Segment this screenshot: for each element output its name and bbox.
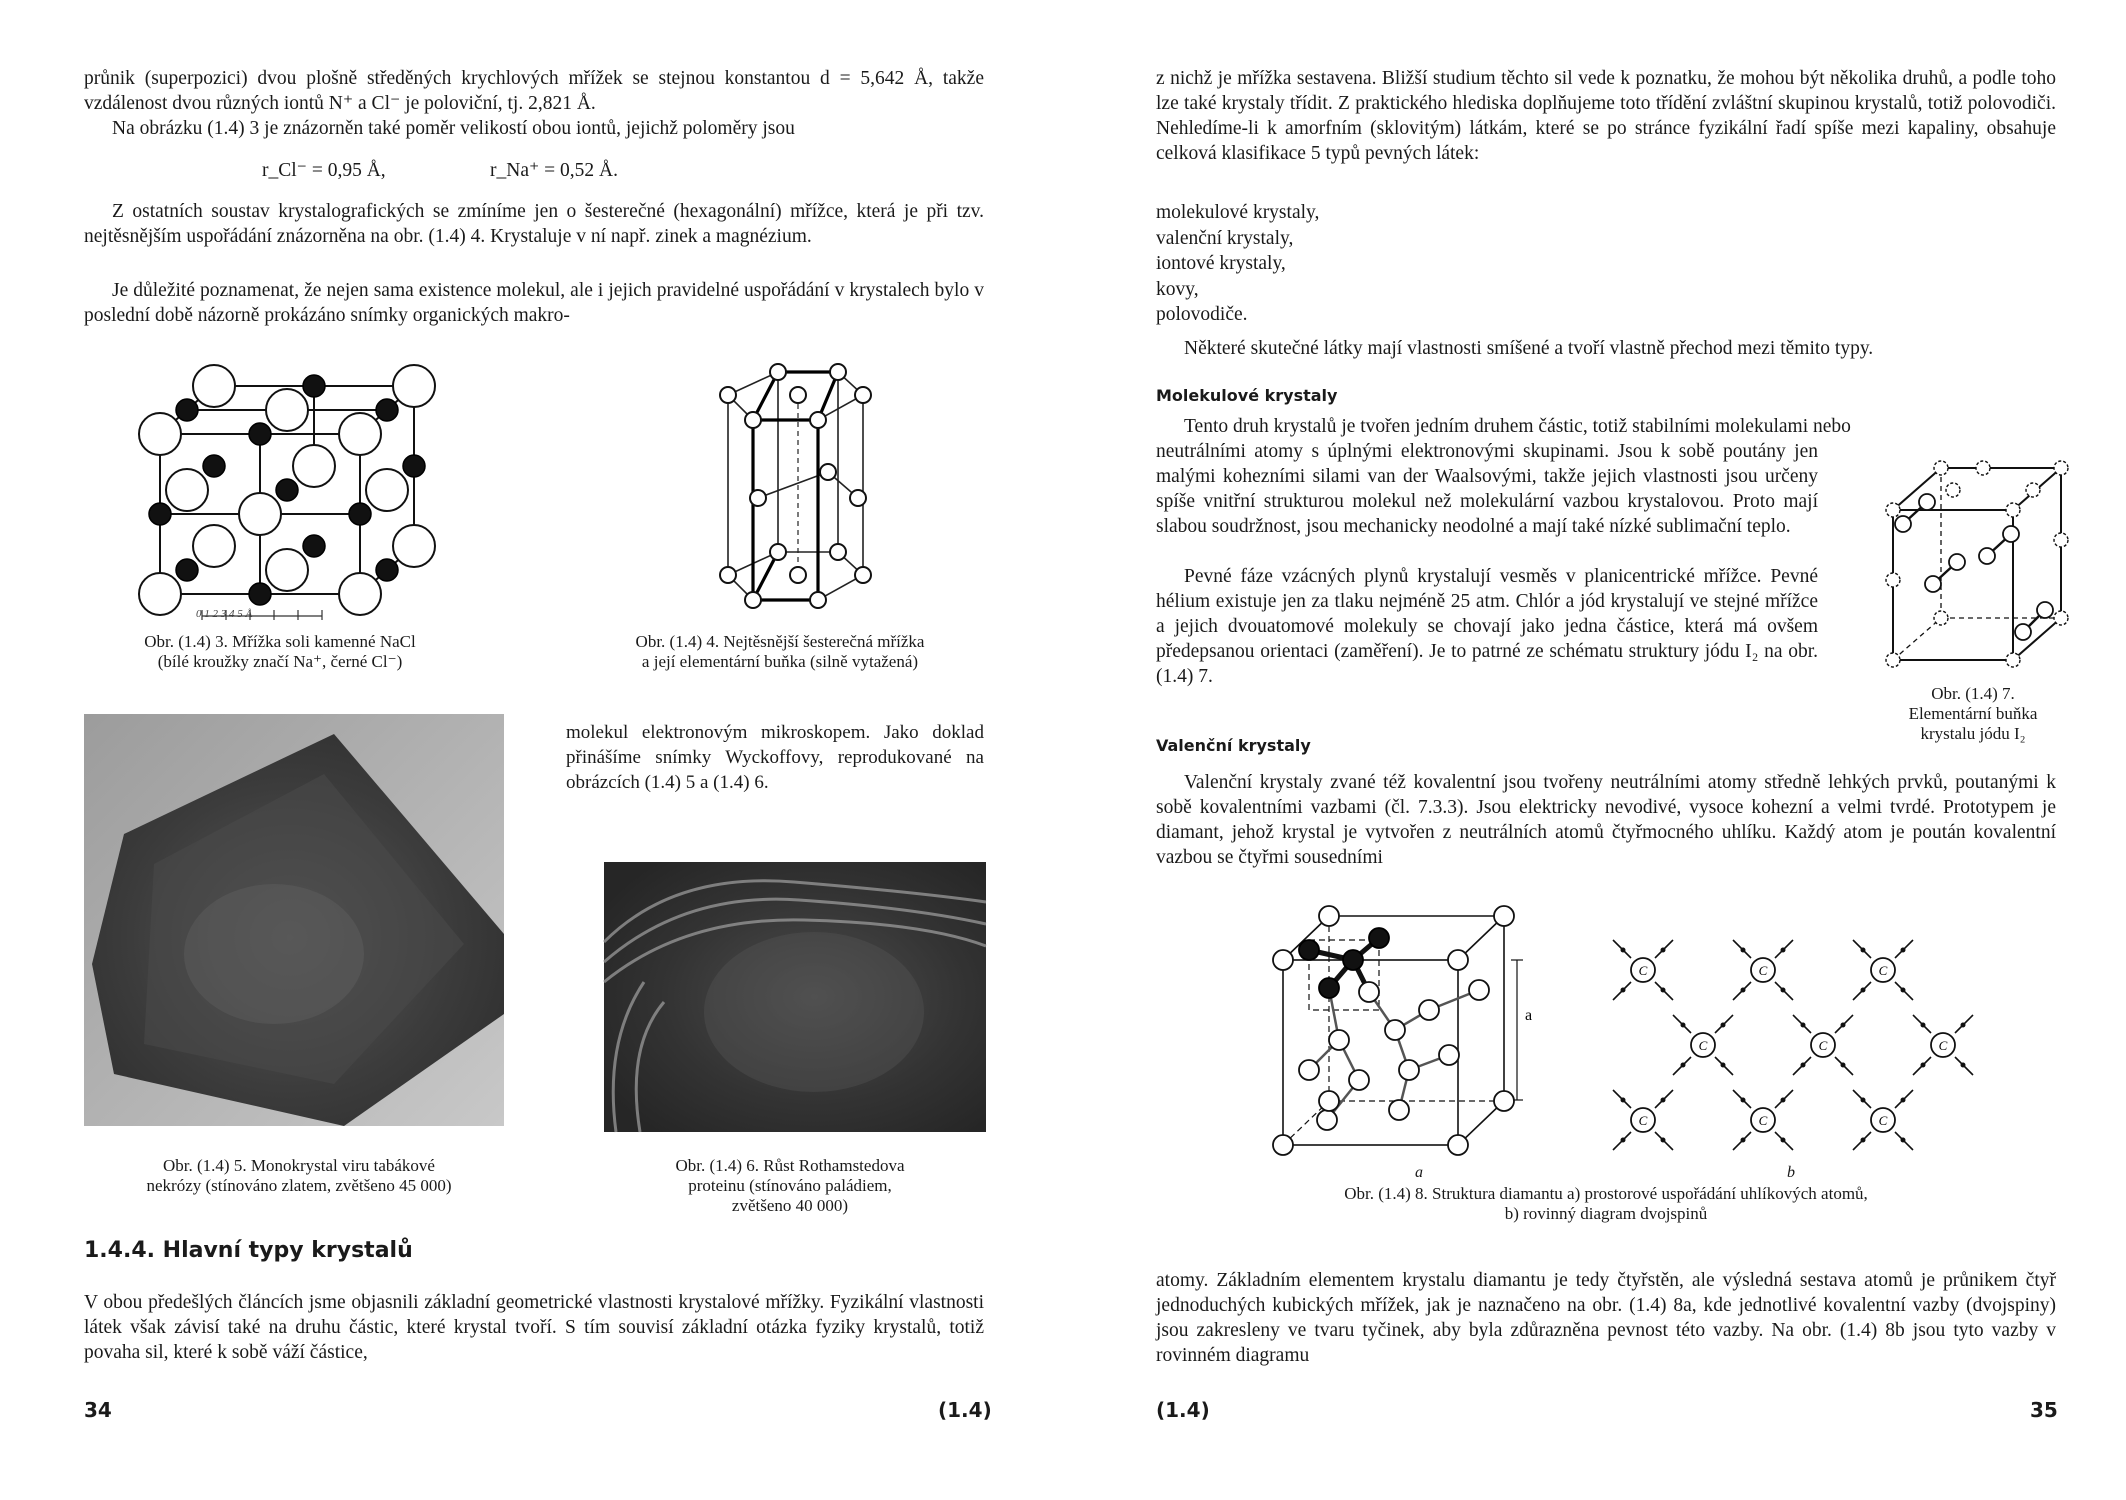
carbon-atom-label: C (1878, 963, 1888, 978)
spin-dot (1861, 1098, 1866, 1103)
sodium-ion (293, 445, 335, 487)
lattice-atom (745, 592, 761, 608)
lattice-atom (810, 592, 826, 608)
spin-dot (1661, 1138, 1666, 1143)
carbon-atom (1389, 1100, 1409, 1120)
page-number-35: 35 (2030, 1398, 2058, 1422)
carbon-atom (1299, 1060, 1319, 1080)
radius-cl: r_Cl⁻ = 0,95 Å, (262, 160, 386, 181)
spin-dot (1861, 948, 1866, 953)
fig7-caption-line3: krystalu jódu I₂ (1920, 724, 2026, 743)
section-heading: 1.4.4. Hlavní typy krystalů (84, 1238, 413, 1263)
iodine-atom (2026, 483, 2040, 497)
paragraph-molecular-line1: Tento druh krystalů je tvořen jedním druhem částic, totiž stabilními molekulami nebo (1184, 416, 1851, 437)
chloride-ion (249, 423, 271, 445)
lattice-atom (770, 364, 786, 380)
carbon-atom-label: C (1818, 1038, 1828, 1053)
lattice-atom (850, 490, 866, 506)
carbon-atom (1319, 978, 1339, 998)
lattice-atom (745, 412, 761, 428)
carbon-atom (1319, 906, 1339, 926)
spin-dot (1681, 1023, 1686, 1028)
carbon-atom-label: C (1638, 963, 1648, 978)
iodine-atom (1925, 576, 1941, 592)
lattice-atom (830, 364, 846, 380)
protein-growth-photo (604, 862, 986, 1132)
iodine-atom (1919, 494, 1935, 510)
iodine-atom (1934, 611, 1948, 625)
carbon-atom (1385, 1020, 1405, 1040)
spin-dot (1841, 1063, 1846, 1068)
chloride-ion (349, 503, 371, 525)
chloride-ion (176, 559, 198, 581)
carbon-atom (1319, 1091, 1339, 1111)
chloride-ion (303, 535, 325, 557)
fig4-caption-line1: Obr. (1.4) 4. Nejtěsnější šesterečná mřížka (635, 632, 925, 651)
fig7-caption-line2: Elementární buňka (1908, 704, 2038, 723)
spin-dot (1781, 988, 1786, 993)
carbon-atom (1448, 1135, 1468, 1155)
list-item: polovodiče. (1156, 304, 1248, 325)
carbon-atom-label: C (1938, 1038, 1948, 1053)
fig8-label-b: b (1787, 1164, 1795, 1181)
lattice-atom (750, 490, 766, 506)
chloride-ion (403, 455, 425, 477)
spin-dot (1681, 1063, 1686, 1068)
spin-dot (1901, 948, 1906, 953)
paragraph-intro: průnik (superpozici) dvou plošně středěných krychlových mřížek se stejnou konstantou d = 5,642 Å, takže vzdálenost dvou různých iontů N⁺ a Cl⁻ je poloviční, tj. 2,821 Å. (84, 68, 984, 114)
sodium-ion (339, 573, 381, 615)
chloride-ion (303, 375, 325, 397)
virus-crystal-photo (84, 714, 504, 1126)
carbon-atom (1349, 1070, 1369, 1090)
fig3-caption-line1: Obr. (1.4) 3. Mřížka soli kamenné NaCl (144, 632, 416, 651)
iodine-atom (1886, 503, 1900, 517)
lattice-atom (770, 544, 786, 560)
spin-dot (1741, 1138, 1746, 1143)
fig6-caption-line1: Obr. (1.4) 6. Růst Rothamstedova (675, 1156, 905, 1175)
spin-dot (1621, 1138, 1626, 1143)
spin-dot (1801, 1063, 1806, 1068)
spin-dot (1621, 988, 1626, 993)
carbon-atom (1317, 1110, 1337, 1130)
page-number-34: 34 (84, 1398, 112, 1422)
lattice-atom (855, 387, 871, 403)
spin-dot (1901, 988, 1906, 993)
fig4-caption-line2: a její elementární buňka (silně vytažená) (641, 652, 919, 671)
iodine-atom (2006, 653, 2020, 667)
sodium-ion (266, 549, 308, 591)
carbon-atom-label: C (1758, 1113, 1768, 1128)
carbon-atom (1343, 950, 1363, 970)
spin-dot (1781, 948, 1786, 953)
carbon-atom (1273, 1135, 1293, 1155)
dual-spin-diagram-figure (1618, 940, 1988, 1150)
iodine-atom (2054, 533, 2068, 547)
radius-na: r_Na⁺ = 0,52 Å. (490, 160, 618, 181)
running-head-left: (1.4) (938, 1398, 992, 1422)
spin-dot (1861, 1138, 1866, 1143)
carbon-atom (1399, 1060, 1419, 1080)
spin-dot (1621, 1098, 1626, 1103)
iodine-atom (1895, 516, 1911, 532)
paragraph-hexagonal: Z ostatních soustav krystalografických se zmíníme jen o šesterečné (hexagonální) mřížce, která je při tzv. nejtěsnějším uspořádání znázorněna na obr. (1.4) 4. Krystaluje v ní např. zinek a magnézium. (84, 201, 984, 247)
carbon-atom (1359, 982, 1379, 1002)
subheading-valence: Valenční krystaly (1156, 736, 1311, 755)
carbon-atom (1494, 1091, 1514, 1111)
sodium-ion (166, 469, 208, 511)
iodine-atom (1886, 653, 1900, 667)
lattice-atom (720, 567, 736, 583)
page-35 (1063, 0, 2126, 1500)
iodine-atom (2003, 526, 2019, 542)
sodium-ion (239, 493, 281, 535)
carbon-atom (1439, 1045, 1459, 1065)
paragraph-molecules: Je důležité poznamenat, že nejen sama existence molekul, ale i jejich pravidelné uspořádání v krystalech bylo v poslední době názorně prokázáno snímky organických makro- (84, 280, 984, 326)
carbon-atom (1494, 906, 1514, 926)
spin-dot (1741, 948, 1746, 953)
list-item: iontové krystaly, (1156, 253, 1286, 274)
carbon-atom (1329, 1030, 1349, 1050)
fig6-caption-line2: proteinu (stínováno paládiem, (688, 1176, 892, 1195)
subheading-molecular: Molekulové krystaly (1156, 386, 1338, 405)
sodium-ion (393, 365, 435, 407)
lattice-atom (720, 387, 736, 403)
spin-dot (1661, 1098, 1666, 1103)
spin-dot (1921, 1063, 1926, 1068)
iodine-atom (1976, 461, 1990, 475)
fig8-caption-line1: Obr. (1.4) 8. Struktura diamantu a) prostorové uspořádání uhlíkových atomů, (1344, 1184, 1868, 1203)
spin-dot (1721, 1063, 1726, 1068)
fig8-label-a: a (1415, 1164, 1423, 1181)
running-head-right: (1.4) (1156, 1398, 1210, 1422)
fig3-caption-line2: (bílé kroužky značí Na⁺, černé Cl⁻) (157, 652, 403, 671)
list-item: molekulové krystaly, (1156, 202, 1320, 223)
spin-dot (1621, 948, 1626, 953)
iodine-atom (2054, 461, 2068, 475)
chloride-ion (203, 455, 225, 477)
paragraph-mixed-types: Některé skutečné látky mají vlastnosti smíšené a tvoří vlastně přechod mezi těmito typy. (1184, 338, 1874, 359)
iodine-atom (2015, 624, 2031, 640)
fig8-caption-line2: b) rovinný diagram dvojspinů (1504, 1204, 1708, 1223)
carbon-atom (1419, 1000, 1439, 1020)
iodine-atom (1949, 554, 1965, 570)
carbon-atom-label: C (1758, 963, 1768, 978)
spin-dot (1961, 1063, 1966, 1068)
spin-dot (1901, 1138, 1906, 1143)
spin-dot (1961, 1023, 1966, 1028)
fig7-caption-line1: Obr. (1.4) 7. (1931, 684, 2015, 703)
paragraph-noble-gases: Pevné fáze vzácných plynů krystalují vesměs v planicentrické mřížce. Pevné hélium existuje jen za tlaku nejméně 25 atm. Chlór a jód krystalují ve stejné mřížce a jejich dvouatomové molekuly se chovají jako jedna částice, která má ovšem předepsanou orientaci (zaměření). Je to patrné ze schématu struktury jódu I₂ na obr. (1.4) 7. (1156, 566, 1818, 687)
sodium-ion (193, 365, 235, 407)
iodine-atom (2037, 602, 2053, 618)
spin-dot (1921, 1023, 1926, 1028)
chloride-ion (276, 479, 298, 501)
list-item: kovy, (1156, 278, 1199, 300)
lattice-atom (790, 387, 806, 403)
chloride-ion (176, 399, 198, 421)
chloride-ion (376, 399, 398, 421)
paragraph-radii-intro: Na obrázku (1.4) 3 je znázorněn také poměr velikostí obou iontů, jejichž poloměry jsou (112, 118, 795, 139)
carbon-atom (1369, 928, 1389, 948)
diamond-structure-figure (1249, 880, 1549, 1170)
iodine-atom (2054, 611, 2068, 625)
lattice-atom (790, 567, 806, 583)
spin-dot (1741, 988, 1746, 993)
spin-dot (1861, 988, 1866, 993)
fig8-dimension-label: a (1525, 1007, 1533, 1024)
carbon-atom-label: C (1638, 1113, 1648, 1128)
lattice-atom (855, 567, 871, 583)
sodium-ion (193, 525, 235, 567)
iodine-atom (1979, 548, 1995, 564)
spin-dot (1841, 1023, 1846, 1028)
hexagonal-lattice-figure (658, 350, 888, 620)
chloride-ion (376, 559, 398, 581)
iodine-atom (1886, 573, 1900, 587)
sodium-ion (266, 389, 308, 431)
spin-dot (1661, 948, 1666, 953)
list-item: valenční krystaly, (1156, 227, 1294, 249)
spin-dot (1901, 1098, 1906, 1103)
lattice-atom (810, 412, 826, 428)
spin-dot (1741, 1098, 1746, 1103)
carbon-atom-label: C (1878, 1113, 1888, 1128)
sodium-ion (339, 413, 381, 455)
lattice-atom (820, 464, 836, 480)
carbon-atom (1273, 950, 1293, 970)
spin-dot (1661, 988, 1666, 993)
fig6-caption-line3: zvětšeno 40 000) (731, 1196, 849, 1215)
sodium-ion (139, 573, 181, 615)
carbon-atom (1469, 980, 1489, 1000)
spin-dot (1781, 1098, 1786, 1103)
fig3-scale: 0 1 2 3 4 5 Å (196, 608, 253, 620)
carbon-atom-label: C (1698, 1038, 1708, 1053)
chloride-ion (249, 583, 271, 605)
paragraph-classification: z nichž je mřížka sestavena. Bližší studium těchto sil vede k poznatku, že mohou být několika druhů, a podle toho lze také krystaly třídit. Z praktického hlediska doplňujeme toto třídění zvláštní skupinou krystalů, totiž polovodiči. Nehledíme-li k amorfním (sklovitým) látkám, které se po stránce fyzikální řadí spíše mezi kapaliny, obsahuje celková klasifikace 5 typů pevných látek: (1156, 68, 2056, 164)
sodium-ion (393, 525, 435, 567)
crystal-type-list (1156, 200, 1319, 328)
iodine-atom (2006, 503, 2020, 517)
spin-dot (1781, 1138, 1786, 1143)
spin-dot (1801, 1023, 1806, 1028)
fig5-caption-line1: Obr. (1.4) 5. Monokrystal viru tabákové (163, 1156, 435, 1175)
paragraph-valence: Valenční krystaly zvané též kovalentní jsou tvořeny neutrálními atomy středně lehkých prvků, poutanými k sobě kovalentními vazbami (čl. 7.3.3). Jsou elektricky nevodivé, vysoce kohezní a velmi tvrdé. Prototypem je diamant, jehož krystal je vytvořen z neutrálních atomů čtyřmocného uhlíku. Každý atom je poután kovalentní vazbou se čtyřmi sousedními (1156, 772, 2056, 868)
lattice-atom (830, 544, 846, 560)
sodium-ion (366, 469, 408, 511)
paragraph-crystal-types-intro: V obou předešlých článcích jsme objasnili základní geometrické vlastnosti krystalové mřížky. Fyzikální vlastnosti látek však závisí také na druhu částic, které krystal tvoří. S tím souvisí základní otázka fyziky krystalů, totiž povaha sil, které k sobě váží částice, (84, 1292, 984, 1363)
iodine-atom (1946, 483, 1960, 497)
chloride-ion (149, 503, 171, 525)
nacl-lattice-figure (150, 372, 430, 622)
paragraph-molecular: neutrálními atomy s úplnými elektronovými skupinami. Jsou k sobě poutány jen malými kohezními silami van der Waalsovými, takže jejich vlastnosti jsou určeny spíše vnitřní strukturou molekul než molekulární vazbou krystalovou. Proto mají slabou soudržnost, jsou mechanicky neodolné a mají také nízké sublimační teplo. (1156, 441, 1818, 537)
paragraph-microscope: molekul elektronovým mikroskopem. Jako doklad přinášíme snímky Wyckoffovy, reprodukované na obrázcích (1.4) 5 a (1.4) 6. (566, 722, 984, 793)
carbon-atom (1448, 950, 1468, 970)
iodine-atom (1934, 461, 1948, 475)
sodium-ion (139, 413, 181, 455)
fig5-caption-line2: nekrózy (stínováno zlatem, zvětšeno 45 000) (146, 1176, 452, 1195)
carbon-atom (1299, 940, 1319, 960)
iodine-cell-figure (1873, 450, 2073, 680)
spin-dot (1721, 1023, 1726, 1028)
paragraph-diamond: atomy. Základním elementem krystalu diamantu je tedy čtyřstěn, ale výsledná sestava atomů je průnikem čtyř jednoduchých kubických mřížek, jak je naznačeno na obr. (1.4) 8a, kde jednotlivé kovalentní vazby (dvojspiny) jsou zakresleny ve tvaru tyčinek, aby byla zdůrazněna pevnost této vazby. Na obr. (1.4) 8b jsou tyto vazby v rovinném diagramu (1156, 1270, 2056, 1366)
